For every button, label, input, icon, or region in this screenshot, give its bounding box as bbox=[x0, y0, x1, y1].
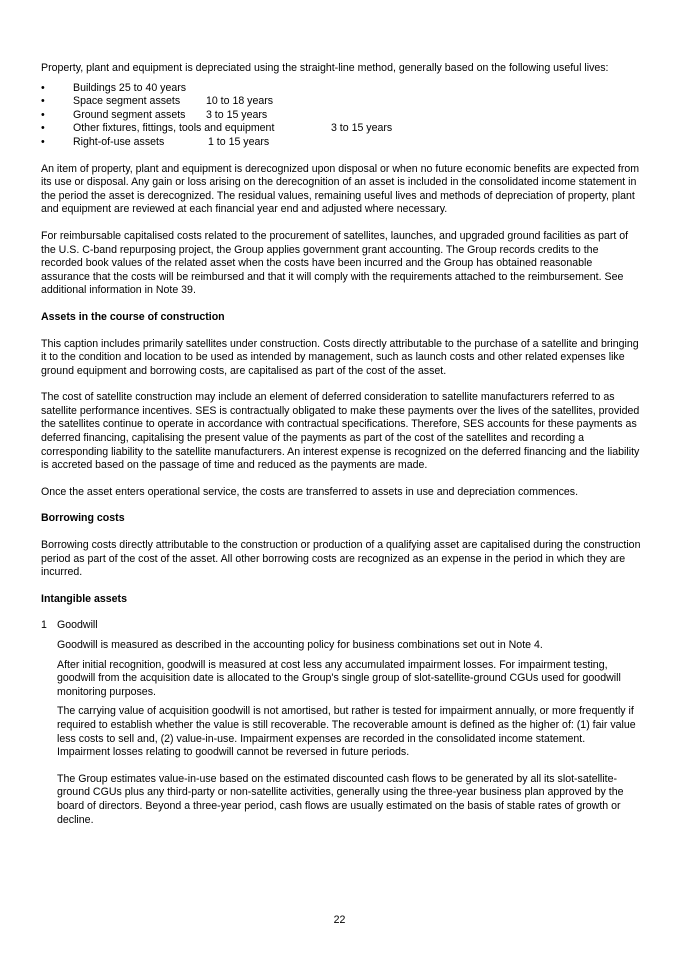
goodwill-paragraph-4: The Group estimates value-in-use based on the estimated discounted cash flows to be generated by all its slot-satellite-ground CGUs plus any third-party or non-satellite activities, generally using the three-year business plan approved by the board of directors. Beyond a three-year period, cash flows are usually estimated on the basis of stable rates of growth or decline. bbox=[57, 772, 624, 826]
useful-life: 1 to 15 years bbox=[207, 135, 270, 148]
construction-heading: Assets in the course of construction bbox=[41, 310, 225, 323]
construction-paragraph-3: Once the asset enters operational service, the costs are transferred to assets in use and depreciation commences. bbox=[41, 485, 579, 498]
asset-class: Right-of-use assets bbox=[73, 135, 165, 148]
asset-class: Buildings 25 to 40 years bbox=[73, 81, 187, 94]
document-body bbox=[41, 62, 641, 833]
goodwill-item bbox=[41, 619, 641, 633]
goodwill-paragraph-1: Goodwill is measured as described in the accounting policy for business combinations set out in Note 4. bbox=[57, 639, 543, 651]
construction-paragraph-2: The cost of satellite construction may include an element of deferred consideration to satellite manufacturers referred to as satellite performance incentives. SES is contractually obligated to make these payments over the lives of the satellites, provided the satellites continue to operate in accordance with contractual specifications. Therefore, SES accounts for these payments as deferred financing, capitalising the present value of the payments as part of the cost of the satellites and recording a corresponding liability to the satellite manufacturers. An interest expense is recognized on the deferred financing and the liability is accreted based on the passage of time and reduced as the payments are made. bbox=[41, 391, 640, 472]
list-item bbox=[41, 122, 641, 136]
list-item bbox=[41, 109, 641, 123]
borrowing-costs-heading: Borrowing costs bbox=[41, 512, 125, 525]
intangible-assets-heading: Intangible assets bbox=[41, 592, 127, 605]
bullet-icon: • bbox=[41, 135, 45, 148]
goodwill-section bbox=[41, 639, 641, 827]
goodwill-paragraph-3: The carrying value of acquisition goodwill is not amortised, but rather is tested for impairment annually, or more frequently if required to establish whether the value is still recoverable. The recoverable amount is defined as the higher of: (1) fair value less costs to sell and, (2) value-in-use. Impairment expenses are recorded in the consolidated income statement. Impairment losses relating to goodwill cannot be reversed in future periods. bbox=[57, 705, 636, 759]
asset-class: Ground segment assets bbox=[73, 108, 186, 121]
item-number: 1 bbox=[41, 619, 47, 632]
asset-class: Other fixtures, fittings, tools and equipment bbox=[73, 122, 275, 135]
useful-life: 3 to 15 years bbox=[330, 122, 393, 135]
list-item bbox=[41, 136, 641, 150]
page-number: 22 bbox=[333, 914, 346, 926]
goodwill-paragraph-2: After initial recognition, goodwill is measured at cost less any accumulated impairment losses. For impairment testing, goodwill from the acquisition date is allocated to the Group's single group of slot-satellite-ground CGUs used for goodwill monitoring purposes. bbox=[57, 658, 621, 698]
derecognition-paragraph: An item of property, plant and equipment is derecognized upon disposal or when no future economic benefits are expected from its use or disposal. Any gain or loss arising on the derecognition of an asset is included in the consolidated income statement in the period the asset is derecognized. The residual values, remaining useful lives and methods of depreciation of property, plant and equipment are reviewed at each financial year end and adjusted where necessary. bbox=[41, 162, 640, 216]
depreciation-intro: Property, plant and equipment is depreciated using the straight-line method, generally based on the following useful lives: bbox=[41, 62, 609, 74]
bullet-icon: • bbox=[41, 108, 45, 121]
borrowing-costs-paragraph: Borrowing costs directly attributable to the construction or production of a qualifying asset are capitalised during the construction period as part of the cost of the asset. All other borrowing costs are recognized as an expense in the period in which they are incurred. bbox=[41, 539, 641, 579]
reimbursable-costs-paragraph: For reimbursable capitalised costs related to the procurement of satellites, launches, and upgraded ground facilities as part of the U.S. C-band repurposing project, the Group applies government grant accounting. The Group records credits to the recorded book values of the related asset when the costs have been incurred and the Group has obtained reasonable assurance that the costs will be reimbursed and that it will comply with the requirements attached to the reimbursement. See additional information in Note 39. bbox=[41, 229, 629, 297]
useful-life: 3 to 15 years bbox=[205, 108, 268, 121]
bullet-icon: • bbox=[41, 122, 45, 135]
bullet-icon: • bbox=[41, 81, 45, 94]
goodwill-title: Goodwill bbox=[57, 619, 98, 632]
list-item bbox=[41, 82, 641, 96]
list-item bbox=[41, 95, 641, 109]
construction-paragraph-1: This caption includes primarily satellites under construction. Costs directly attributable to the purchase of a satellite and bringing it to the condition and location to be used as intended by management, such as launch costs and other related expenses like ground equipment and borrowing costs, are capitalised as part of the cost of the asset. bbox=[41, 337, 639, 377]
bullet-icon: • bbox=[41, 95, 45, 108]
useful-life: 10 to 18 years bbox=[205, 95, 274, 108]
asset-class: Space segment assets bbox=[73, 95, 181, 108]
useful-lives-list bbox=[41, 82, 641, 150]
